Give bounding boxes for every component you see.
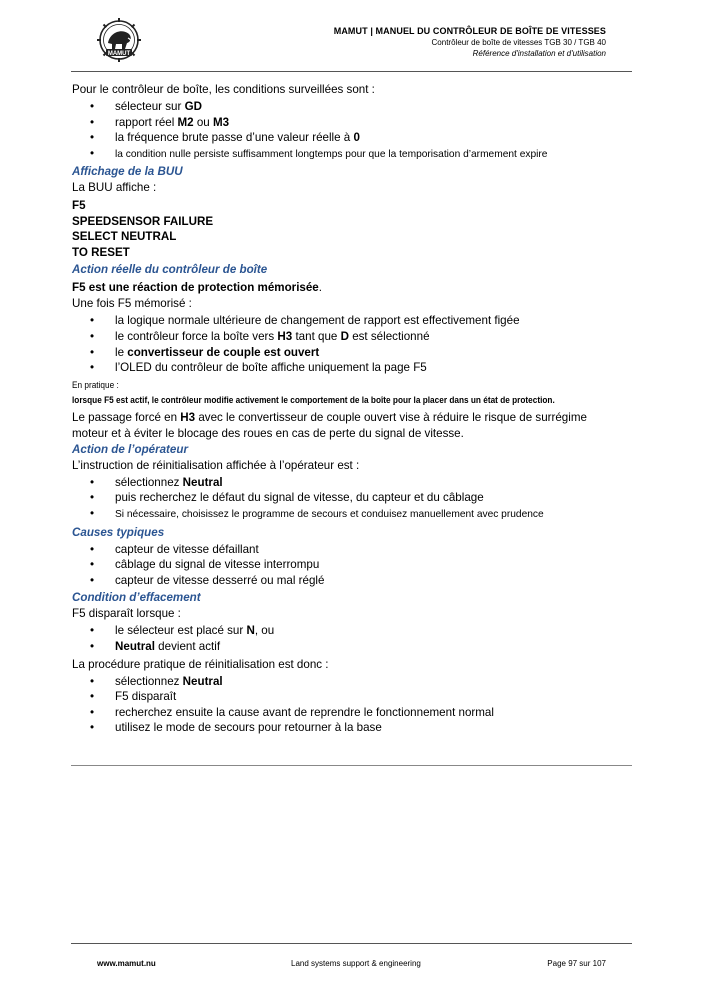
clear-procedure-intro: La procédure pratique de réinitialisation est donc : [72,657,329,671]
list-item: • Neutral devient actif [72,639,632,655]
clear-intro: F5 disparaît lorsque : [72,607,181,621]
conditions-list [72,99,632,162]
causes-list [72,542,632,589]
list-item: • le sélecteur est placé sur N, ou [72,623,632,639]
list-item: • capteur de vitesse desserré ou mal réglé [72,573,632,589]
section-divider [71,765,632,766]
list-item: • l’OLED du contrôleur de boîte affiche uniquement la page F5 [72,360,632,376]
list-item: • F5 disparaît [72,689,632,705]
svg-text:MAMUT: MAMUT [107,50,131,57]
list-item: • le convertisseur de couple est ouvert [72,345,632,361]
header-title: MAMUT | MANUEL DU CONTRÔLEUR DE BOÎTE DE VITESSES [333,26,606,36]
list-item: • rapport réel M2 ou M3 [72,115,632,131]
action-paragraph: Le passage forcé en H3 avec le convertisseur de couple ouvert vise à réduire le risque de surrégime [72,410,587,424]
list-item: • câblage du signal de vitesse interrompu [72,557,632,573]
list-item: • sélecteur sur GD [72,99,632,115]
footer-tagline: Land systems support & engineering [291,959,421,968]
list-item: • la logique normale ultérieure de changement de rapport est effectivement figée [72,313,632,329]
mamut-logo [92,16,146,64]
intro-text: Pour le contrôleur de boîte, les conditions surveillées sont : [72,83,375,96]
footer-website[interactable]: www.mamut.nu [97,959,156,968]
operator-intro: L’instruction de réinitialisation affichée à l’opérateur est : [72,458,360,472]
list-item: • Si nécessaire, choisissez le programme de secours et conduisez manuellement avec prudence [72,506,632,523]
buu-intro: La BUU affiche : [72,181,157,195]
section-heading-clear: Condition d’effacement [72,591,201,605]
section-heading-action: Action réelle du contrôleur de boîte [72,263,268,277]
procedure-list [72,674,632,736]
list-item: • la condition nulle persiste suffisamment longtemps pour que la temporisation d’armement expire [72,146,632,163]
buu-display-message [72,198,632,260]
page-header [334,26,606,59]
list-item: • le contrôleur force la boîte vers H3 tant que D est sélectionné [72,329,632,345]
buu-line: TO RESET [72,245,130,259]
practice-label: En pratique : [72,379,119,391]
list-item: • la fréquence brute passe d’une valeur réelle à 0 [72,130,632,146]
section-heading-causes: Causes typiques [72,525,165,539]
header-subtitle: Contrôleur de boîte de vitesses TGB 30 / TGB 40 [431,38,606,47]
list-item: • recherchez ensuite la cause avant de reprendre le fonctionnement normal [72,705,632,721]
list-item: • utilisez le mode de secours pour retourner à la base [72,720,632,736]
practice-text: lorsque F5 est actif, le contrôleur modifie activement le comportement de la boîte pour la placer dans un état de protection. [72,394,555,406]
list-item: • sélectionnez Neutral [72,475,632,491]
list-item: • capteur de vitesse défaillant [72,542,632,558]
operator-list [72,475,632,523]
clear-list [72,623,632,654]
buu-line: SELECT NEUTRAL [72,230,177,244]
header-reference: Référence d'installation et d'utilisation [472,49,606,58]
header-divider [71,71,632,72]
list-item: • sélectionnez Neutral [72,674,632,690]
action-list [72,313,632,375]
footer-divider [71,943,632,944]
section-heading-buu: Affichage de la BUU [72,165,183,179]
action-paragraph-cont: moteur et à éviter le blocage des roues en cas de perte du signal de vitesse. [72,426,464,440]
action-memo: Une fois F5 mémorisé : [72,297,192,311]
buu-line: SPEEDSENSOR FAILURE [72,214,214,228]
list-item: • puis recherchez le défaut du signal de vitesse, du capteur et du câblage [72,490,632,506]
section-heading-operator: Action de l’opérateur [72,442,188,456]
main-content [72,82,632,738]
buu-line: F5 [72,199,86,213]
action-lead: F5 est une réaction de protection mémorisée. [72,281,322,295]
footer-page-number: Page 97 sur 107 [547,959,606,968]
